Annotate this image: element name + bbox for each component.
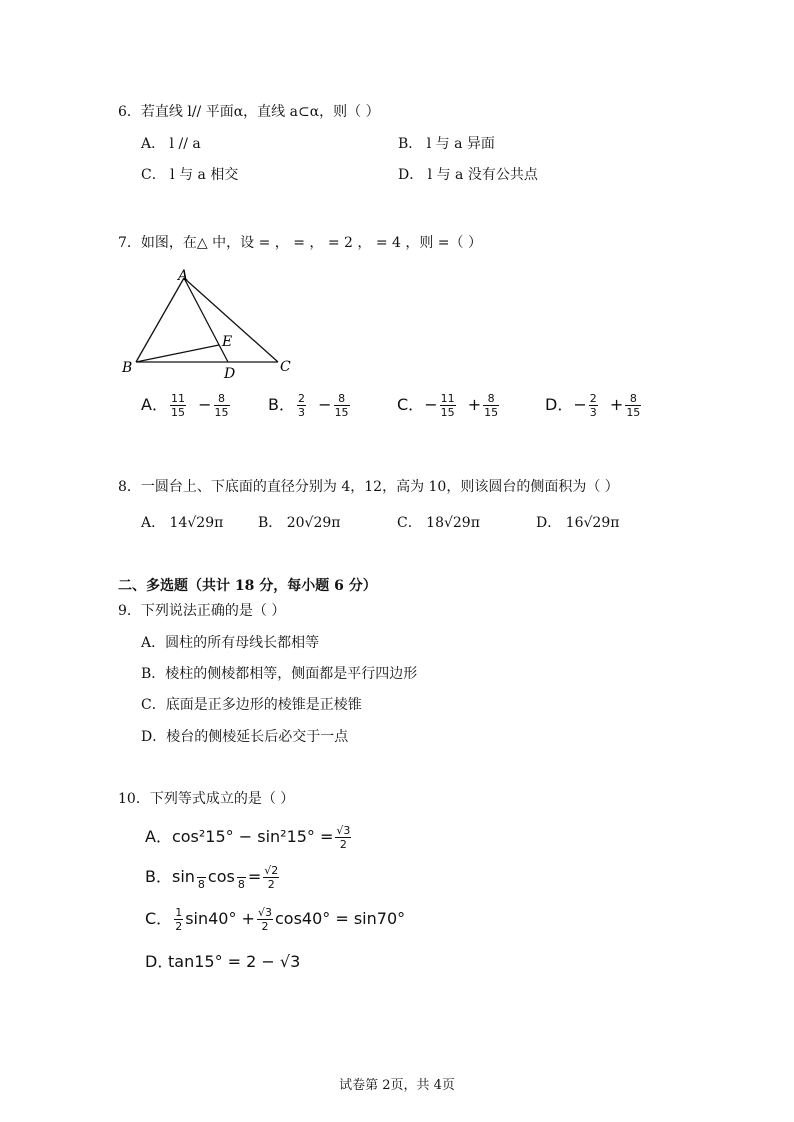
q6-stem: 6．若直线 l// 平面α，直线 a⊂α，则（ ） [118, 104, 380, 120]
q6-option-c: C． l 与 a 相交 [141, 167, 239, 183]
q8-option-a: A． 14√29π [141, 515, 224, 531]
q10-option-c: C． $\frac{1}{2}$ sin40° + $\frac{√3}{2}$ cos40° = sin70° [145, 906, 406, 933]
vertex-b-label: B [122, 360, 133, 376]
q9-option-c: C．底面是正多边形的棱锥是正棱锥 [141, 697, 362, 713]
q7-option-a: A． $\frac{11}{15}$ − $\frac{8}{15}$ [141, 392, 229, 419]
vertex-a-label: A [178, 268, 189, 284]
q9-stem: 9．下列说法正确的是（ ） [118, 603, 286, 619]
vertex-c-label: C [280, 359, 291, 375]
q10-option-d: tan15° = 2 − √3 [168, 952, 301, 971]
point-d-label: D [224, 366, 236, 378]
section-heading: 二、多选题（共计 18 分，每小题 6 分） [118, 578, 377, 594]
point-e-label: E [222, 334, 233, 350]
q7-option-c: C．− $\frac{11}{15}$ + $\frac{8}{15}$ [397, 392, 499, 419]
q6-option-b: B． l 与 a 异面 [398, 136, 495, 152]
q6-option-a: A． l // a [141, 136, 201, 152]
q9-option-a: A．圆柱的所有母线长都相等 [141, 635, 320, 651]
q7-option-b: B． $\frac{2}{3}$ − $\frac{8}{15}$ [268, 392, 349, 419]
q7-stem: 7．如图，在△ 中，设 = ， = ， = 2 ， = 4 ，则 =（ ） [118, 235, 482, 251]
triangle-figure [118, 268, 298, 378]
q9-option-b: B．棱柱的侧棱都相等，侧面都是平行四边形 [141, 666, 418, 682]
page-footer: 试卷第 2页，共 4页 [339, 1078, 455, 1093]
q9-option-d: D．棱台的侧棱延长后必交于一点 [141, 729, 349, 745]
q8-stem: 8．一圆台上、下底面的直径分别为 4，12，高为 10，则该圆台的侧面积为（ ） [118, 479, 619, 495]
q10-stem: 10．下列等式成立的是（ ） [118, 791, 295, 807]
q7-option-d: D．− $\frac{2}{3}$ + $\frac{8}{15}$ [545, 392, 641, 419]
q10-option-b: B．sin 8 cos 8 = $\frac{√2}{2}$ [145, 864, 279, 891]
q6-option-d: D． l 与 a 没有公共点 [398, 167, 538, 183]
q8-option-b: B． 20√29π [258, 515, 341, 531]
q8-option-c: C． 18√29π [397, 515, 480, 531]
q8-option-d: D． 16√29π [536, 515, 620, 531]
q10-option-a: A．cos²15° − sin²15° = $\frac{√3}{2}$ [145, 824, 351, 851]
q10-option-d-label: D． [145, 952, 174, 971]
